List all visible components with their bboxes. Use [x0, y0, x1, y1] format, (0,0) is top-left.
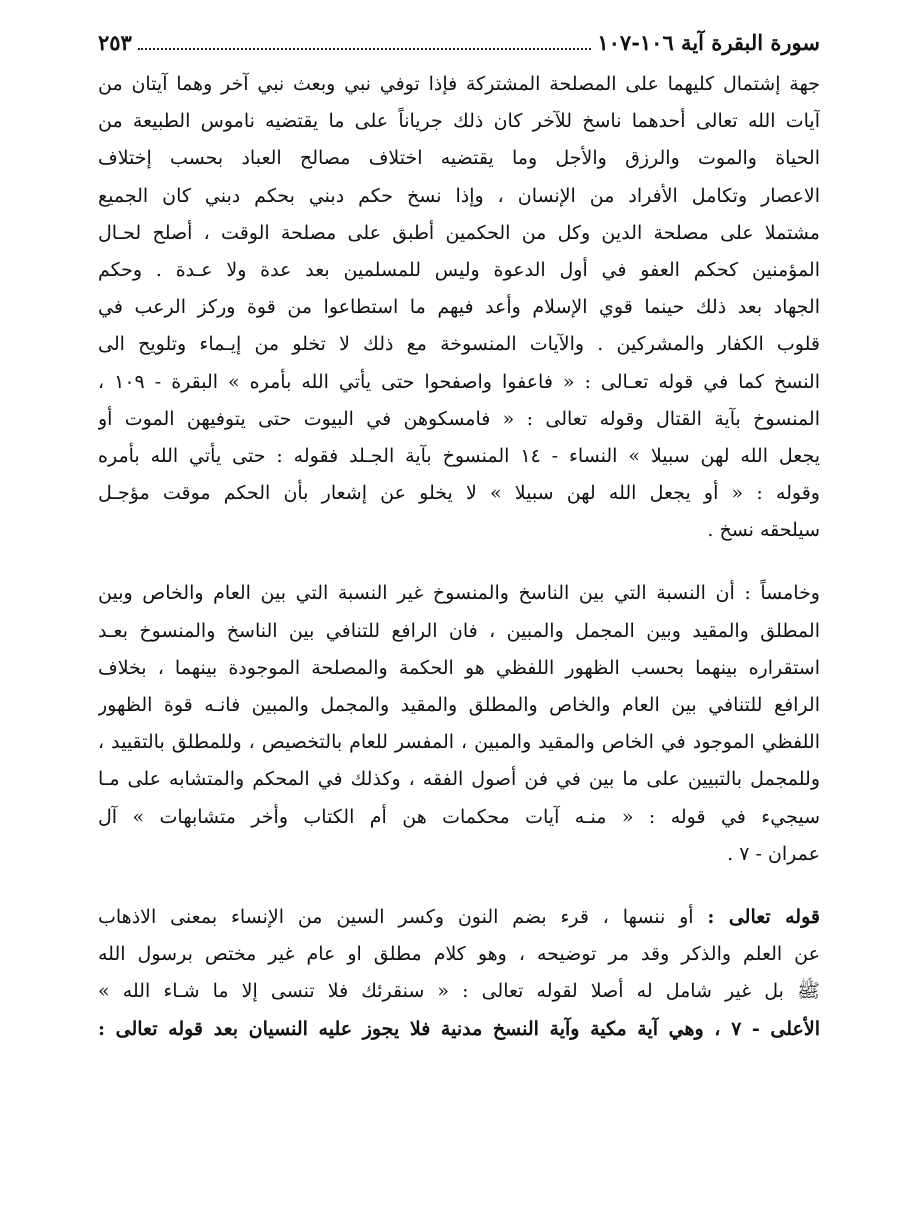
text-line: الجهاد بعد ذلك حينما قوي الإسلام وأعد فيهم ما استطاعوا من قوة وركز الرعب في [98, 296, 820, 319]
paragraph-2 [98, 575, 820, 873]
text-line: سيلحقه نسخ . [707, 519, 820, 542]
text-line: وللمجمل بالتبيين على ما بين في فن أصول الفقه ، وكذلك في المحكم والمتشابه على مـا [98, 768, 820, 791]
text-line: يجعل الله لهن سبيلا » النساء - ١٤ المنسوخ بآية الجـلد فقوله : حتى يأتي الله بأمره [98, 444, 820, 467]
text-line: وقوله : « أو يجعل الله لهن سبيلا » لا يخلو عن إشعار بأن الحكم موقت مؤجـل [98, 482, 820, 505]
text-line: عن العلم والذكر وقد مر توضيحه ، وهو كلام مطلق او عام غير مختص برسول الله [98, 943, 820, 966]
text-line: وخامساً : أن النسبة التي بين الناسخ والمنسوخ غير النسبة التي بين العام والخاص وبين [98, 582, 820, 605]
dotted-leader [138, 48, 592, 50]
text-line: اللفظي الموجود في الخاص والمقيد والمبين ، المفسر للعام بالتخصيص ، وللمطلق بالتقييد ، [98, 731, 820, 754]
document-page [98, 28, 820, 1188]
text-line: المؤمنين كحكم العفو في أول الدعوة وليس للمسلمين بعد عدة ولا عـدة . وحكم [98, 258, 820, 281]
text-line: الحياة والموت والرزق والأجل وما يقتضيه اختلاف مصالح العباد بحسب إختلاف [98, 147, 820, 170]
text-line: قلوب الكفار والمشركين . والآيات المنسوخة مع ذلك لا تخلو من إيـماء وتلويح الى [98, 333, 820, 356]
verse-lead: قوله تعالى : [707, 905, 820, 928]
text-line: الرافع للتنافي بين العام والخاص والمطلق والمقيد والمجمل والمبين فانـه قوة الظهور [98, 694, 820, 716]
text-line: المطلق والمقيد وبين المجمل والمبين ، فان الرافع للتنافي بين الناسخ والمنسوخ بعـد [98, 619, 820, 642]
paragraph-1 [98, 66, 820, 549]
text-line: المنسوخ بآية القتال وقوله تعالى : « فامسكوهن في البيوت حتى يتوفيهن الموت أو [98, 407, 820, 430]
text-line: ﷺ بل غير شامل له أصلا لقوله تعالى : « سنقرئك فلا تنسى إلا ما شـاء الله » [98, 980, 820, 1003]
text-line: مشتملا على مصلحة الدين وكل من الحكمين أطبق على مصلحة الوقت ، أصلح لحـال [98, 221, 820, 244]
text-line: الأعلى - ٧ ، وهي آية مكية وآية النسخ مدنية فلا يجوز عليه النسيان بعد قوله تعالى : [98, 1017, 820, 1040]
text-line: استقراره بينهما بحسب الظهور اللفظي هو الحكمة والمصلحة الموجودة بينهما ، بخلاف [98, 656, 820, 679]
text-line: سيجيء في قوله : « منـه آيات محكمات هن أم الكتاب وأخر متشابهات » آل [98, 805, 820, 828]
running-title: سورة البقرة آية ١٠٦-١٠٧ [597, 30, 820, 55]
text-line: النسخ كما في قوله تعـالى : « فاعفوا واصفحوا حتى يأتي الله بأمره » البقرة - ١٠٩ ، [98, 370, 820, 393]
paragraph-gap [98, 549, 820, 575]
text-line [98, 899, 820, 936]
verse-lead-rest: أو ننسها ، قرء بضم النون وكسر السين من الإنساء بمعنى الاذهاب [98, 905, 694, 928]
paragraph-3 [98, 899, 820, 1048]
text-line: آيات الله تعالى أحدهما ناسخ للآخر كان ذلك جرياناً على ما يقتضيه ناموس الطبيعة من [98, 110, 820, 133]
page-header [98, 28, 820, 58]
text-line: عمران - ٧ . [727, 842, 820, 865]
text-line: جهة إشتمال كليهما على المصلحة المشتركة فإذا توفي نبي وبعث نبي آخر وهما آيتان من [98, 73, 820, 95]
paragraph-gap [98, 873, 820, 899]
page-number: ٢٥٣ [98, 30, 132, 55]
text-line: الاعصار وتكامل الأفراد من الإنسان ، وإذا نسخ حكم دبني بحكم دبني كان الجميع [98, 184, 820, 207]
